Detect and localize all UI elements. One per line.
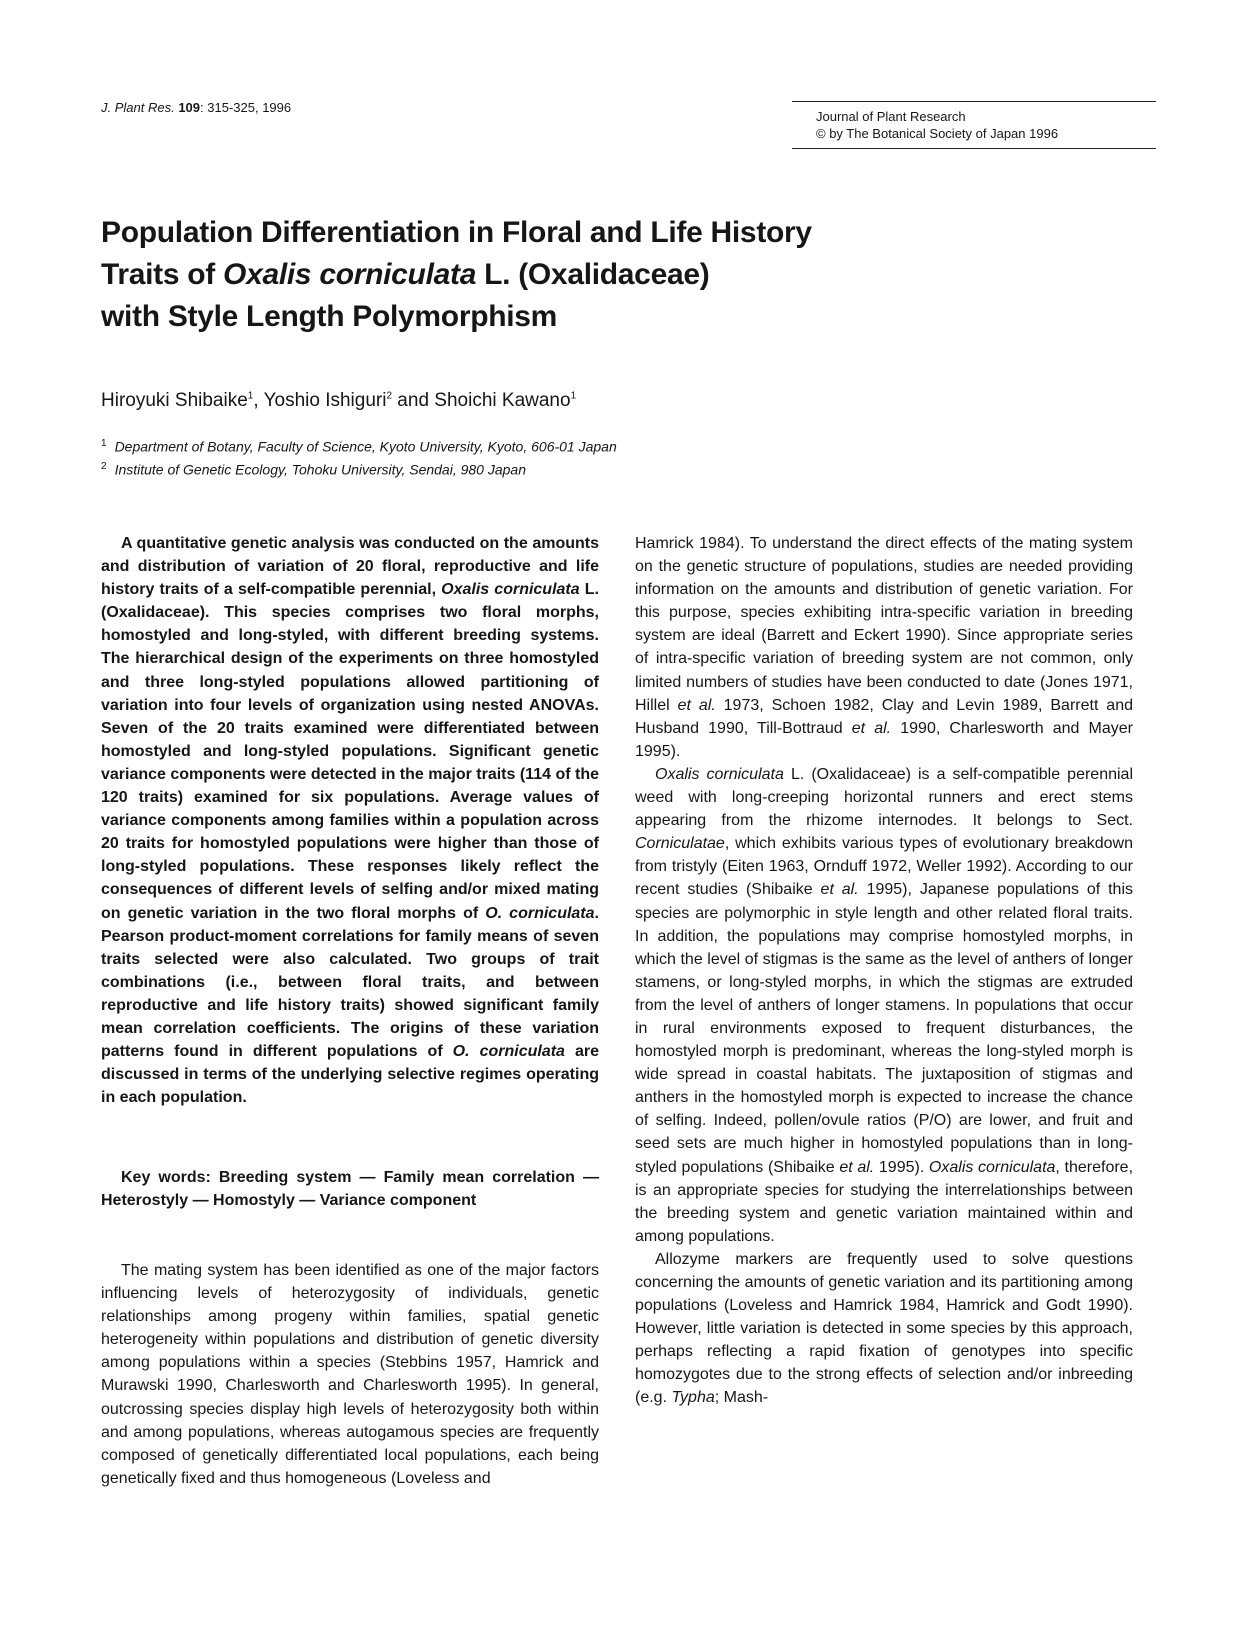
body-paragraph: [635, 532, 1133, 763]
volume: 109: [178, 100, 201, 115]
article-title: [101, 212, 1001, 338]
title-line-2: [101, 254, 1001, 296]
right-column: [635, 532, 1133, 1410]
keywords: Key words: Breeding system — Family mean correlation — Heterostyly — Homostyly — Variance component: [101, 1169, 599, 1210]
journal-name: Journal of Plant Research: [816, 109, 966, 124]
title-text: Traits of: [101, 258, 224, 291]
body-text: 1995).: [874, 1158, 929, 1176]
et-al: et al.: [820, 881, 859, 899]
species-name: Oxalis corniculata: [928, 1158, 1056, 1176]
title-species: Oxalis corniculata: [223, 258, 477, 291]
affiliation-text: Institute of Genetic Ecology, Tohoku University, Sendai, 980 Japan: [114, 461, 526, 478]
copyright: © by The Botanical Society of Japan 1996: [816, 126, 1059, 141]
affiliation-num: 2: [101, 461, 107, 472]
affiliation-text: Department of Botany, Faculty of Science, Kyoto University, Kyoto, 606-01 Japan: [114, 438, 617, 455]
section-name: Corniculatae: [635, 835, 725, 853]
body-paragraph: [635, 1248, 1133, 1410]
body-text: ; Mash-: [714, 1389, 769, 1407]
abstract-text: A quantitative genetic analysis was conducted on the amounts and distribution of variation of 20 floral, reproductive and life history traits of a self-compatible perennial,: [101, 535, 599, 599]
intro-paragraph: The mating system has been identified as one of the major factors influencing levels of heterozygosity of individuals, genetic relationships among progeny within families, spatial genetic heterogeneity within populations and distribution of genetic diversity among populations within a species (Stebbins 1957, Hamrick and Murawski 1990, Charlesworth and Charlesworth 1995). In general, outcrossing species display high levels of heterozygosity both within and among populations, whereas autogamous species are frequently composed of genetically differentiated local populations, each being genetically fixed and thus homogeneous (Loveless and: [101, 1262, 599, 1487]
journal-abbrev: J. Plant Res.: [101, 100, 175, 115]
species-name: O. corniculata: [485, 904, 595, 922]
title-text: L. (Oxalidaceae): [476, 258, 710, 291]
affiliation: [101, 461, 901, 478]
author-affil-num: 1: [570, 390, 577, 402]
author-separator: ,: [253, 390, 264, 411]
author-name: Yoshio Ishiguri: [263, 390, 387, 411]
journal-box: [792, 101, 1156, 149]
author-list: [101, 390, 576, 412]
author-separator: and: [392, 390, 435, 411]
title-line-1: Population Differentiation in Floral and Life History: [101, 216, 812, 249]
body-text: Hamrick 1984). To understand the direct effects of the mating system on the genetic structure of populations, studies are needed providing information on the amounts and distribution of genetic variation. For this purpose, species exhibiting intra-specific variation in breeding system are ideal (Barrett and Eckert 1990). Since appropriate series of intra-specific variation of breeding system are not common, only limited numbers of studies have been conducted to date (Jones 1971, Hillel: [635, 535, 1133, 714]
species-name: Oxalis corniculata: [655, 765, 784, 783]
abstract-text: . Pearson product-moment correlations for family means of seven traits selected were also calculated. Two groups of trait combinations (i.e., between floral traits, and between reproductive and life history traits) showed significant family mean correlation coefficients. The origins of these variation patterns found in different populations of: [101, 904, 599, 1061]
affiliation-num: 1: [101, 438, 107, 449]
body-text: 1973, Schoen 1982, Clay and Levin 1989, Barrett and Husband 1990, Till-Bottraud: [635, 696, 1133, 737]
author-name: Shoichi Kawano: [434, 390, 571, 411]
abstract-text: are discussed in terms of the underlying selective regimes operating in each population.: [101, 1043, 599, 1107]
et-al: et al.: [677, 696, 716, 714]
body-text: 1990, Charlesworth and Mayer 1995).: [635, 719, 1134, 760]
et-al: et al.: [839, 1158, 875, 1176]
body-text: 1995), Japanese populations of this species are polymorphic in style length and other related floral traits. In addition, the populations may comprise homostyled morphs, in which the level of stigmas is the same as the level of anthers of longer stamens, or long-styled morphs, in which the stigmas are extruded from the level of anthers of longer stamens. In populations that occur in rural environments exposed to frequent disturbances, the homostyled morph is predominant, whereas the long-styled morph is wide spread in coastal habitats. The juxtaposition of stigmas and anthers in the homostyled morph is expected to increase the chance of selfing. Indeed, pollen/ovule ratios (P/O) are lower, and fruit and seed sets are much higher in homostyled populations than in long-styled populations (Shibaike: [635, 881, 1133, 1176]
body-text: , which exhibits various types of evolutionary breakdown from tristyly (Eiten 1963, Ornduff 1972, Weller 1992). According to our recent studies (Shibaike: [635, 835, 1133, 899]
author-affil-num: 2: [386, 390, 393, 402]
author-name: Hiroyuki Shibaike: [101, 390, 248, 411]
genus-name: Typha: [671, 1389, 715, 1407]
body-paragraph: [635, 763, 1133, 1248]
species-name: O. corniculata: [452, 1043, 565, 1061]
abstract: [101, 532, 599, 1109]
et-al: et al.: [851, 719, 892, 737]
pages-year: : 315-325, 1996: [200, 100, 292, 115]
affiliation: [101, 438, 901, 455]
abstract-text: L. (Oxalidaceae). This species comprises two floral morphs, homostyled and long-styled, with different breeding systems. The hierarchical design of the experiments on three homostyled and three long-styled populations allowed partitioning of variation into four levels of organization using nested ANOVAs. Seven of the 20 traits examined were differentiated between homostyled and long-styled populations. Significant genetic variance components were detected in the major traits (114 of the 120 traits) examined for six populations. Average values of variance components among families within a population across 20 traits for homostyled populations were higher than those of long-styled populations. These responses likely reflect the consequences of different levels of selfing and/or mixed mating on genetic variation in the two floral morphs of: [101, 581, 599, 922]
journal-citation: [101, 100, 291, 115]
body-text: , therefore, is an appropriate species for studying the interrelationships between the breeding system and genetic variation maintained within and among populations.: [635, 1158, 1134, 1245]
body-text: Allozyme markers are frequently used to solve questions concerning the amounts of genetic variation and its partitioning among populations (Loveless and Hamrick 1984, Hamrick and Godt 1990). However, little variation is detected in some species by this approach, perhaps reflecting a rapid fixation of genotypes into specific homozygotes due to the strong effects of selection and/or inbreeding (e.g.: [635, 1250, 1133, 1407]
species-name: Oxalis corniculata: [441, 581, 580, 599]
author-affil-num: 1: [247, 390, 254, 402]
title-line-3: with Style Length Polymorphism: [101, 300, 558, 333]
body-text: L. (Oxalidaceae) is a self-compatible perennial weed with long-creeping horizontal runners and erect stems appearing from the rhizome internodes. It belongs to Sect.: [635, 765, 1134, 830]
